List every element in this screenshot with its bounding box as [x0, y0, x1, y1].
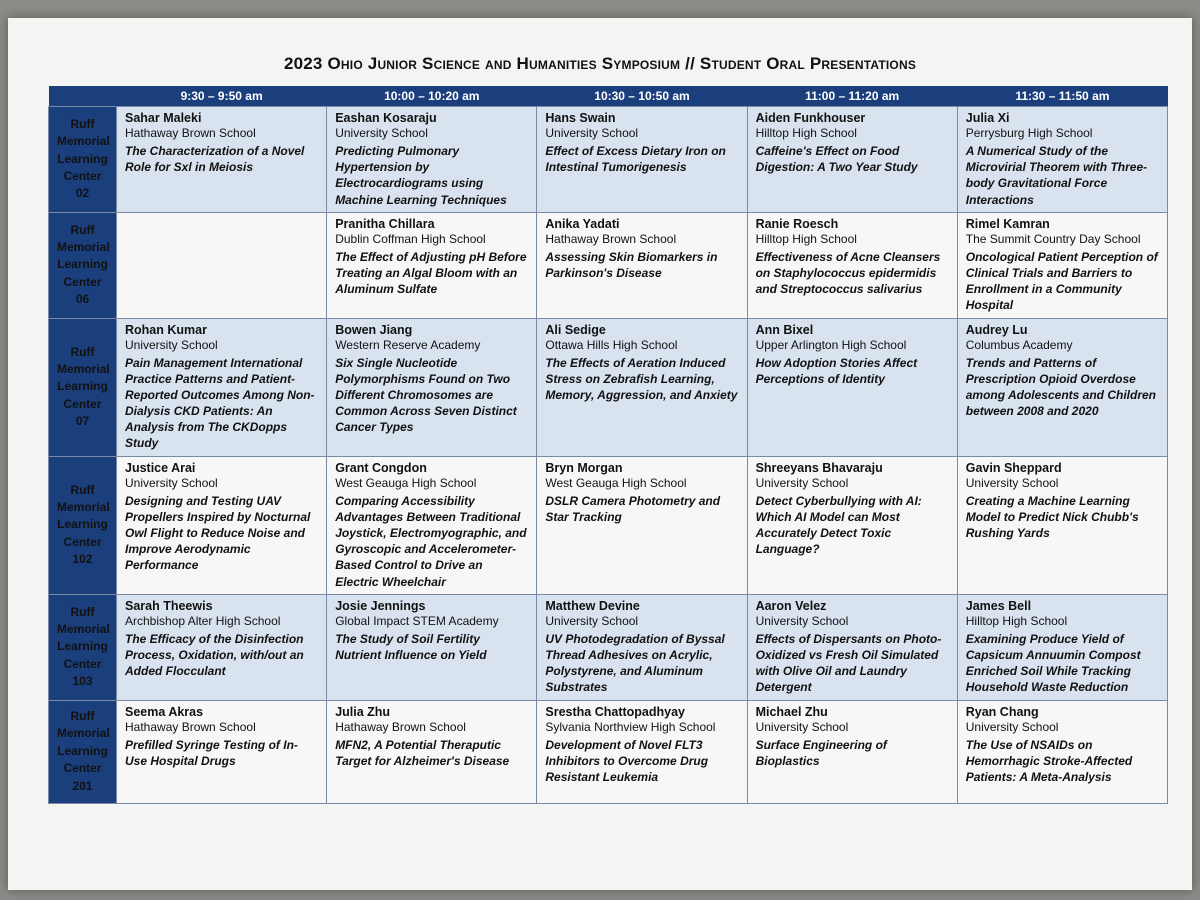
- presenter-name: Rohan Kumar: [125, 322, 207, 337]
- presenter-name: Ali Sedige: [545, 322, 606, 337]
- presenter-name: Hans Swain: [545, 111, 616, 125]
- presenter-name: Pranitha Chillara: [335, 216, 435, 231]
- presenter-name: Justice Arai: [125, 460, 196, 475]
- presenter-name: Aiden Funkhouser: [755, 111, 866, 125]
- room-label: Ruff Memorial Learning Center 103: [49, 594, 117, 700]
- school-name: Global Impact STEM Academy: [335, 613, 499, 628]
- presentation-title: The Characterization of a Novel Role for Sxl in Meiosis: [125, 144, 305, 175]
- presenter-name: Josie Jennings: [335, 598, 426, 613]
- presentation-cell: [957, 594, 1167, 700]
- school-name: University School: [755, 613, 849, 628]
- presentation-title: Development of Novel FLT3 Inhibitors to Overcome Drug Resistant Leukemia: [545, 737, 709, 784]
- presenter-name: Grant Congdon: [335, 460, 427, 475]
- corner-cell: [49, 86, 117, 107]
- presentation-title: Pain Management International Practice Patterns and Patient-Reported Outcomes Among Non-Dialysis CKD Patients: An Analysis from The CKDopps Study: [125, 355, 315, 451]
- presentation-title: Assessing Skin Biomarkers in Parkinson's Disease: [545, 249, 718, 280]
- presentation-cell: [117, 594, 327, 700]
- presenter-name: Seema Akras: [125, 704, 204, 719]
- presentation-cell: [747, 700, 957, 803]
- presentation-cell: [117, 107, 327, 213]
- presentation-cell: [117, 700, 327, 803]
- presentation-title: Effects of Dispersants on Photo-Oxidized vs Fresh Oil Simulated with Olive Oil and Laundry Detergent: [755, 631, 942, 695]
- school-name: Upper Arlington High School: [755, 337, 907, 352]
- time-header-row: [49, 86, 1168, 107]
- school-name: Hathaway Brown School: [125, 719, 256, 734]
- presenter-name: Shreeyans Bhavaraju: [755, 460, 883, 475]
- presenter-name: Srestha Chattopadhyay: [545, 704, 685, 719]
- presentation-title: Predicting Pulmonary Hypertension by Electrocardiograms using Machine Learning Techniques: [335, 144, 507, 207]
- presenter-name: Ann Bixel: [755, 322, 814, 337]
- school-name: West Geauga High School: [545, 475, 687, 490]
- presentation-cell: [957, 700, 1167, 803]
- schedule-table: [48, 86, 1168, 804]
- school-name: University School: [755, 475, 849, 490]
- room-label: Ruff Memorial Learning Center 201: [49, 700, 117, 803]
- presentation-title: The Efficacy of the Disinfection Process, Oxidation, with/out an Added Flocculant: [125, 631, 304, 679]
- school-name: University School: [965, 475, 1059, 490]
- presentation-cell: [747, 594, 957, 700]
- room-row: [49, 318, 1168, 456]
- presenter-name: Julia Xi: [965, 111, 1010, 125]
- presentation-cell: [327, 700, 537, 803]
- presentation-cell: [537, 700, 747, 803]
- presenter-name: Audrey Lu: [965, 322, 1028, 337]
- presentation-title: Creating a Machine Learning Model to Predict Nick Chubb's Rushing Yards: [965, 493, 1139, 540]
- school-name: Columbus Academy: [965, 337, 1073, 352]
- presentation-cell: [537, 318, 747, 456]
- presentation-cell: [747, 212, 957, 318]
- time-slot-5: 11:30 – 11:50 am: [957, 86, 1167, 107]
- room-label: Ruff Memorial Learning Center 102: [49, 456, 117, 594]
- presentation-cell: [537, 107, 747, 213]
- presenter-name: Michael Zhu: [755, 704, 828, 719]
- presentation-title: Comparing Accessibility Advantages Between Traditional Joystick, Electromyographic, and Gyroscopic and Accelerometer-Based Control to Drive an Electric Wheelchair: [335, 493, 527, 589]
- presenter-name: Rimel Kamran: [965, 216, 1050, 231]
- school-name: Dublin Coffman High School: [335, 231, 486, 246]
- presentation-title: DSLR Camera Photometry and Star Tracking: [545, 493, 721, 524]
- presentation-cell: [327, 594, 537, 700]
- presentation-cell: [957, 318, 1167, 456]
- document-title: 2023 Ohio Junior Science and Humanities Symposium // Student Oral Presentations: [283, 54, 917, 73]
- presentation-cell: [117, 456, 327, 594]
- presenter-name: Eashan Kosaraju: [335, 111, 437, 125]
- presentation-title: Prefilled Syringe Testing of In-Use Hospital Drugs: [125, 737, 298, 768]
- presentation-title: Examining Produce Yield of Capsicum Annuumin Compost Enriched Soil While Tracking Household Waste Reduction: [965, 631, 1141, 695]
- presentation-title: A Numerical Study of the Microvirial Theorem with Three-body Gravitational Force Interactions: [965, 144, 1148, 207]
- presentation-title: The Effects of Aeration Induced Stress on Zebrafish Learning, Memory, Aggression, and Anxiety: [545, 355, 738, 402]
- schedule-body: [49, 107, 1168, 804]
- presenter-name: Aaron Velez: [755, 598, 827, 613]
- presentation-cell: [327, 212, 537, 318]
- presenter-name: Gavin Sheppard: [965, 460, 1062, 475]
- presentation-title: Effect of Excess Dietary Iron on Intestinal Tumorigenesis: [545, 144, 726, 175]
- school-name: University School: [125, 475, 218, 490]
- presentation-title: Surface Engineering of Bioplastics: [755, 737, 887, 768]
- presentation-title: The Use of NSAIDs on Hemorrhagic Stroke-Affected Patients: A Meta-Analysis: [965, 737, 1133, 784]
- school-name: Hathaway Brown School: [545, 231, 677, 246]
- time-slot-2: 10:00 – 10:20 am: [327, 86, 537, 107]
- school-name: Perrysburg High School: [965, 126, 1093, 140]
- presentation-title: Oncological Patient Perception of Clinical Trials and Barriers to Enrollment in a Community Hospital: [965, 249, 1158, 313]
- presentation-cell: [957, 107, 1167, 213]
- room-label: Ruff Memorial Learning Center 07: [49, 318, 117, 456]
- school-name: Hilltop High School: [965, 613, 1068, 628]
- room-row: [49, 107, 1168, 213]
- presenter-name: Bryn Morgan: [545, 460, 623, 475]
- school-name: University School: [335, 126, 428, 140]
- presentation-title: Designing and Testing UAV Propellers Inspired by Nocturnal Owl Flight to Reduce Noise and Improve Aerodynamic Performance: [125, 493, 311, 573]
- school-name: West Geauga High School: [335, 475, 477, 490]
- presentation-title: UV Photodegradation of Byssal Thread Adhesives on Acrylic, Polystyrene, and Aluminum Substrates: [545, 631, 725, 695]
- room-row: [49, 700, 1168, 803]
- school-name: Archbishop Alter High School: [125, 613, 281, 628]
- time-slot-4: 11:00 – 11:20 am: [747, 86, 957, 107]
- school-name: Western Reserve Academy: [335, 337, 481, 352]
- presentation-cell: [327, 318, 537, 456]
- presentation-title: The Study of Soil Fertility Nutrient Influence on Yield: [335, 631, 487, 662]
- school-name: Hathaway Brown School: [335, 719, 466, 734]
- presentation-cell: [537, 594, 747, 700]
- presentation-title: Caffeine's Effect on Food Digestion: A Two Year Study: [755, 144, 918, 175]
- school-name: University School: [755, 719, 849, 734]
- time-slot-1: 9:30 – 9:50 am: [117, 86, 327, 107]
- school-name: The Summit Country Day School: [965, 231, 1141, 246]
- presentation-title: Detect Cyberbullying with AI: Which AI Model can Most Accurately Detect Toxic Language?: [755, 493, 922, 557]
- presentation-title: The Effect of Adjusting pH Before Treating an Algal Bloom with an Aluminum Sulfate: [335, 249, 527, 297]
- presenter-name: Sarah Theewis: [125, 598, 213, 613]
- presentation-cell: [327, 456, 537, 594]
- presenter-name: Julia Zhu: [335, 704, 391, 719]
- presentation-cell: [117, 318, 327, 456]
- presentation-cell: [957, 212, 1167, 318]
- presenter-name: James Bell: [965, 598, 1032, 613]
- presenter-name: Ranie Roesch: [755, 216, 839, 231]
- school-name: University School: [125, 337, 218, 352]
- room-row: [49, 594, 1168, 700]
- school-name: Hilltop High School: [755, 126, 857, 140]
- school-name: Sylvania Northview High School: [545, 719, 716, 734]
- presentation-cell: [327, 107, 537, 213]
- school-name: University School: [545, 613, 639, 628]
- presentation-title: Effectiveness of Acne Cleansers on Staphylococcus epidermidis and Streptococcus salivarius: [755, 249, 941, 297]
- presentation-title: Trends and Patterns of Prescription Opioid Overdose among Adolescents and Children between 2008 and 2020: [965, 355, 1156, 419]
- presentation-cell: [537, 456, 747, 594]
- room-row: [49, 212, 1168, 318]
- presentation-cell: [117, 212, 327, 318]
- presentation-cell: [537, 212, 747, 318]
- room-label: Ruff Memorial Learning Center 06: [49, 212, 117, 318]
- presentation-title: How Adoption Stories Affect Perceptions of Identity: [755, 355, 918, 386]
- school-name: Hilltop High School: [755, 231, 857, 246]
- presentation-title: Six Single Nucleotide Polymorphisms Found on Two Different Chromosomes are Common Across Seven Distinct Cancer Types: [335, 355, 517, 435]
- schedule-sheet: [8, 18, 1192, 890]
- school-name: University School: [965, 719, 1059, 734]
- presenter-name: Bowen Jiang: [335, 322, 413, 337]
- presenter-name: Matthew Devine: [545, 598, 640, 613]
- presenter-name: Ryan Chang: [965, 704, 1039, 719]
- presenter-name: Sahar Maleki: [125, 111, 202, 125]
- school-name: Ottawa Hills High School: [545, 337, 678, 352]
- room-row: [49, 456, 1168, 594]
- presentation-cell: [747, 456, 957, 594]
- presentation-cell: [747, 107, 957, 213]
- time-slot-3: 10:30 – 10:50 am: [537, 86, 747, 107]
- presentation-cell: [957, 456, 1167, 594]
- presentation-cell: [747, 318, 957, 456]
- presentation-title: MFN2, A Potential Theraputic Target for Alzheimer's Disease: [335, 737, 510, 768]
- school-name: Hathaway Brown School: [125, 126, 256, 140]
- presenter-name: Anika Yadati: [545, 216, 620, 231]
- room-label: Ruff Memorial Learning Center 02: [49, 107, 117, 213]
- school-name: University School: [545, 126, 639, 140]
